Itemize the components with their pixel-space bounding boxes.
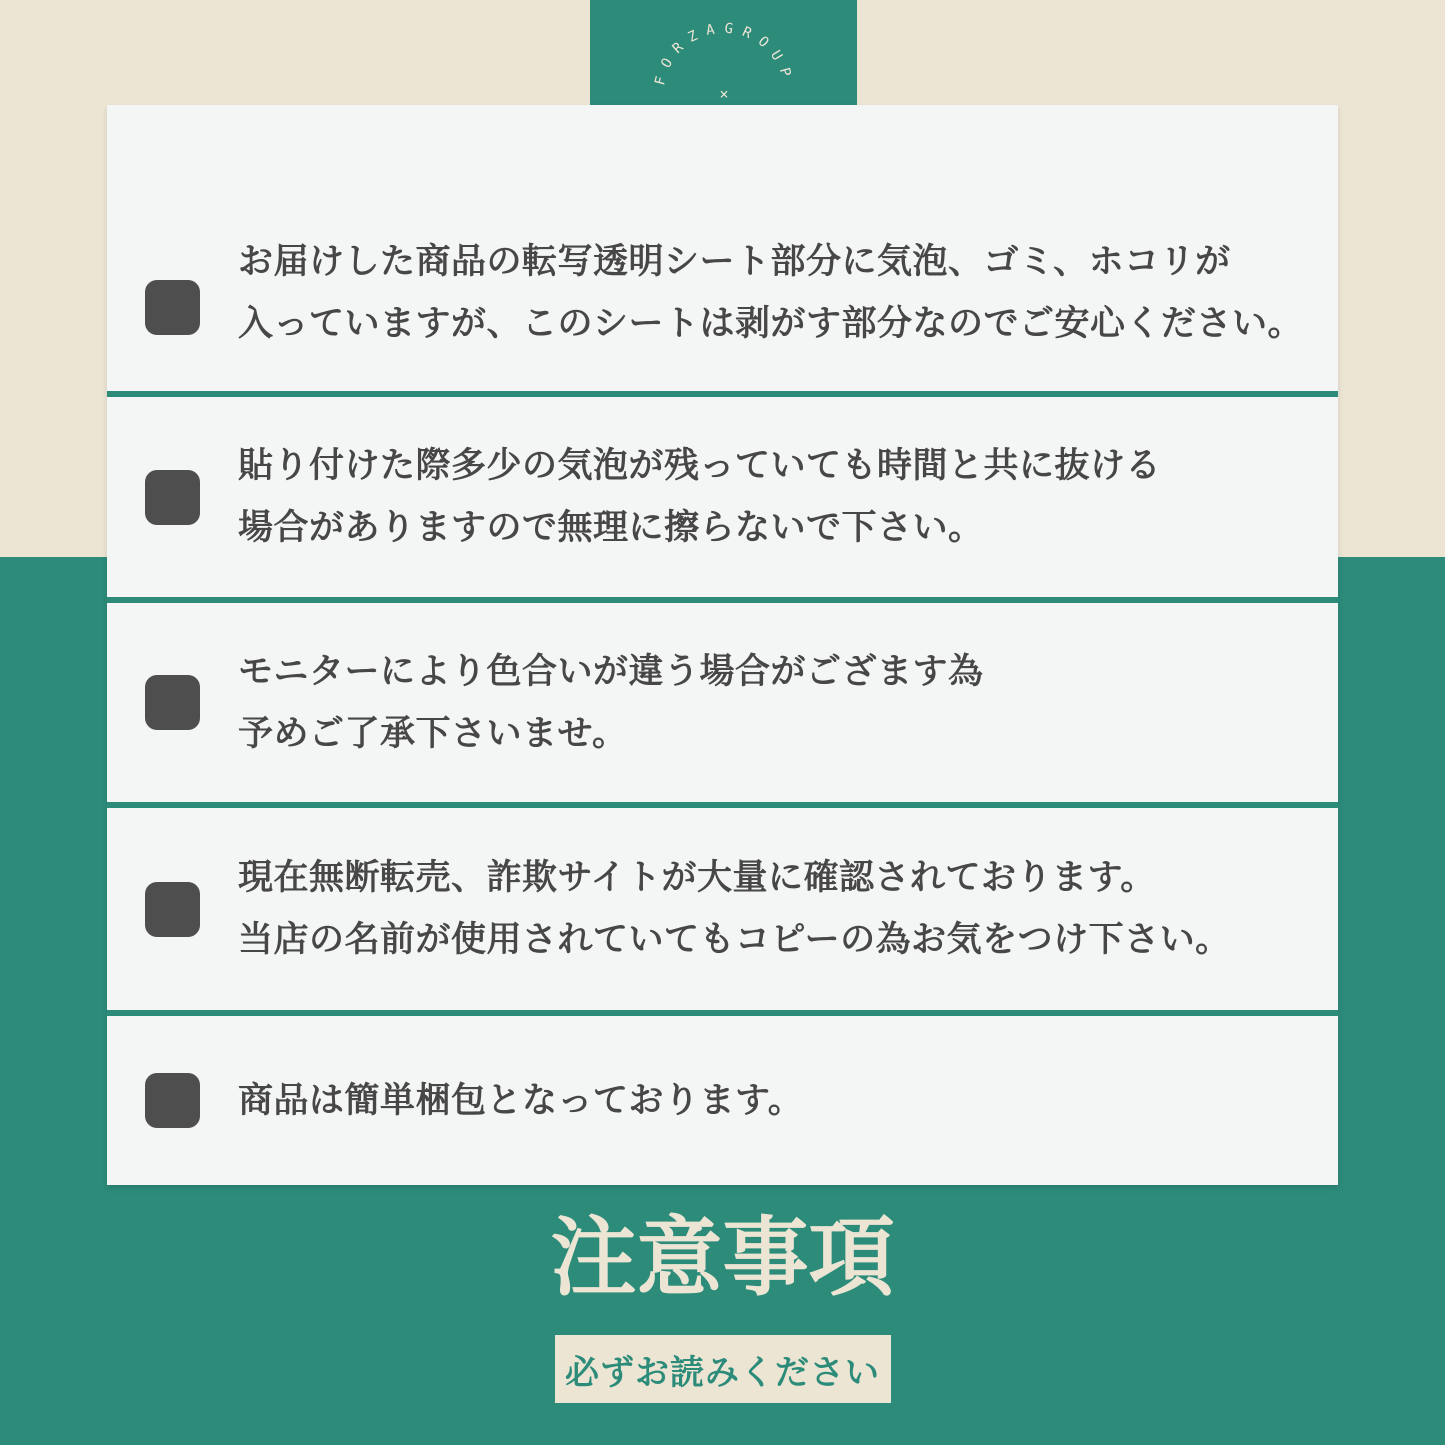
- notice-line: 商品は簡単梱包となっております。: [238, 1080, 804, 1121]
- notice-line: 貼り付けた際多少の気泡が残っていても時間と共に抜ける: [238, 446, 1162, 486]
- notice-line: 当店の名前が使用されていてもコピーの為お気をつけ下さい。: [238, 920, 1231, 960]
- notice-row: [107, 105, 1338, 391]
- notice-text-block: [238, 847, 1231, 971]
- notice-line: 予めご了承下さいませ。: [238, 713, 628, 754]
- caution-title: 注意事項: [550, 1208, 895, 1308]
- checkbox-icon: [145, 675, 200, 730]
- notice-line: 現在無断転売、詐欺サイトが大量に確認されております。: [238, 858, 1156, 898]
- checkbox-icon: [145, 882, 200, 937]
- notice-text-block: [238, 231, 1303, 355]
- notice-row: [107, 603, 1338, 802]
- notice-text-block: [238, 435, 1161, 559]
- notice-row: [107, 1016, 1338, 1185]
- checkbox-icon: [145, 280, 200, 335]
- brand-arc-top-text: FORZAGROUP: [652, 20, 796, 88]
- notice-line: 入っていますが、このシートは剥がす部分なのでご安心ください。: [238, 304, 1304, 344]
- notice-row: [107, 808, 1338, 1010]
- notice-text-block: [238, 641, 984, 765]
- checkbox-icon: [145, 470, 200, 525]
- notice-row: [107, 397, 1338, 597]
- notice-text-block: [238, 1070, 803, 1132]
- brand-cross-icon: ×: [719, 85, 729, 103]
- read-me-badge: [555, 1335, 891, 1403]
- read-me-badge-label: 必ずお読みください: [565, 1352, 880, 1393]
- checkbox-icon: [145, 1073, 200, 1128]
- notice-panel: [107, 105, 1338, 1185]
- notice-line: 場合がありますので無理に擦らないで下さい。: [238, 508, 984, 548]
- notice-line: モニターにより色合いが違う場合がござます為: [238, 651, 984, 692]
- notice-line: お届けした商品の転写透明シート部分に気泡、ゴミ、ホコリが: [238, 242, 1231, 282]
